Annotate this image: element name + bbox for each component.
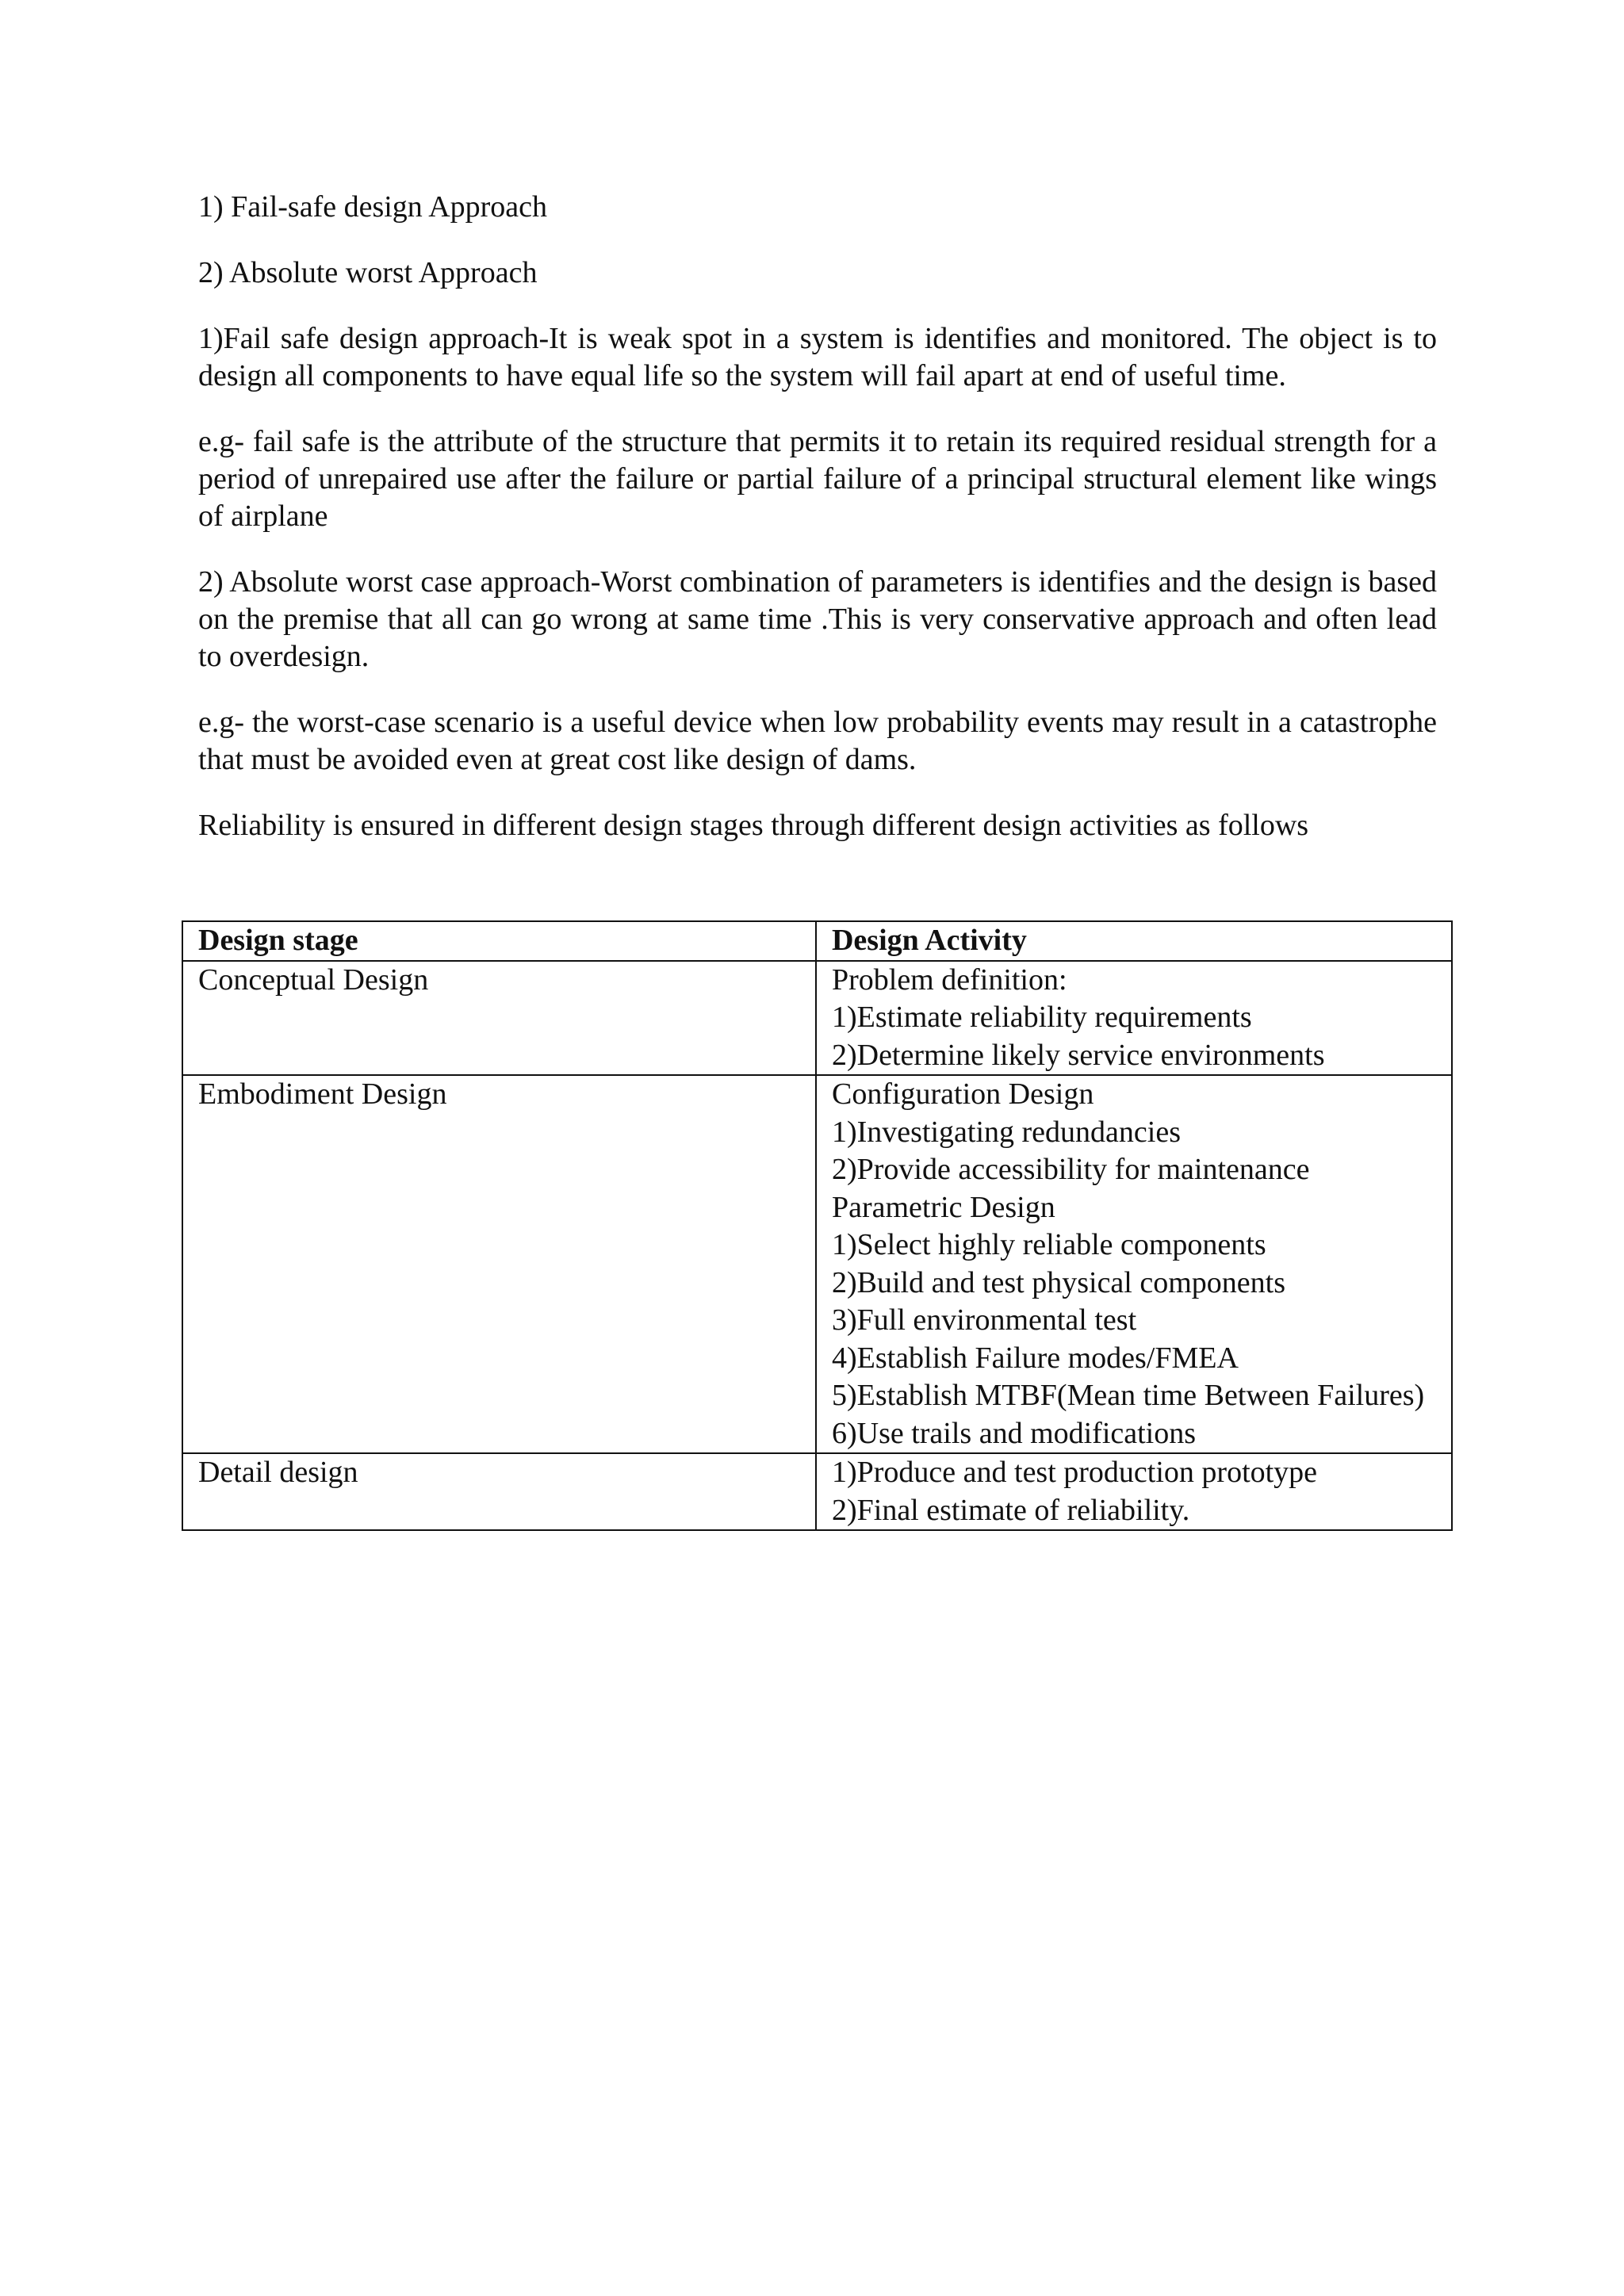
activity-line: 1)Produce and test production prototype (831, 1456, 1318, 1489)
activity-line: 2)Build and test physical components (831, 1265, 1285, 1299)
stage-cell: Embodiment Design (182, 1075, 816, 1453)
paragraph-worst-case-example: e.g- the worst-case scenario is a useful device when low probability events may result in a catastrophe that must be avoided even at great cost like design of dams. (198, 706, 1437, 776)
activity-line: 3)Full environmental test (831, 1303, 1137, 1337)
table-row (182, 1453, 1452, 1530)
design-stages-table (182, 920, 1453, 1531)
table-header-row (182, 921, 1452, 961)
table-row (182, 1075, 1452, 1453)
document-page (198, 189, 1437, 873)
list-item-absolute-worst: 2) Absolute worst Approach (198, 256, 538, 289)
table-row (182, 961, 1452, 1076)
header-design-activity: Design Activity (816, 921, 1452, 961)
activity-line: 2)Provide accessibility for maintenance (831, 1153, 1310, 1186)
activity-line: Configuration Design (831, 1077, 1094, 1111)
stage-cell: Conceptual Design (182, 961, 816, 1076)
list-item-fail-safe: 1) Fail-safe design Approach (198, 190, 548, 224)
activity-cell (816, 1075, 1452, 1453)
activity-cell (816, 961, 1452, 1076)
header-design-stage: Design stage (182, 921, 816, 961)
activity-line: 2)Final estimate of reliability. (831, 1493, 1190, 1527)
paragraph-worst-case-definition: 2) Absolute worst case approach-Worst combination of parameters is identifies and the design is based on the premise that all can go wrong at same time .This is very conservative approach and often lead to overdesign. (198, 565, 1437, 673)
paragraph-fail-safe-example: e.g- fail safe is the attribute of the structure that permits it to retain its required residual strength for a period of unrepaired use after the failure or partial failure of a principal structural element like wings of airplane (198, 425, 1437, 533)
table-intro: Reliability is ensured in different design stages through different design activities as follows (198, 809, 1309, 842)
activity-line: Problem definition: (831, 962, 1067, 997)
activity-cell (816, 1453, 1452, 1530)
activity-line: 2)Determine likely service environments (831, 1038, 1325, 1072)
activity-line: 1)Estimate reliability requirements (831, 1001, 1252, 1034)
stage-cell: Detail design (182, 1453, 816, 1530)
activity-line: 6)Use trails and modifications (831, 1416, 1197, 1450)
activity-line: Parametric Design (831, 1190, 1055, 1224)
activity-line: 4)Establish Failure modes/FMEA (831, 1341, 1239, 1375)
activity-line: 1)Investigating redundancies (831, 1115, 1181, 1149)
activity-line: 1)Select highly reliable components (831, 1228, 1266, 1261)
paragraph-fail-safe-definition: 1)Fail safe design approach-It is weak spot in a system is identifies and monitored. The object is to design all components to have equal life so the system will fail apart at end of useful time. (198, 322, 1437, 392)
activity-line: 5)Establish MTBF(Mean time Between Failures) (831, 1379, 1425, 1412)
